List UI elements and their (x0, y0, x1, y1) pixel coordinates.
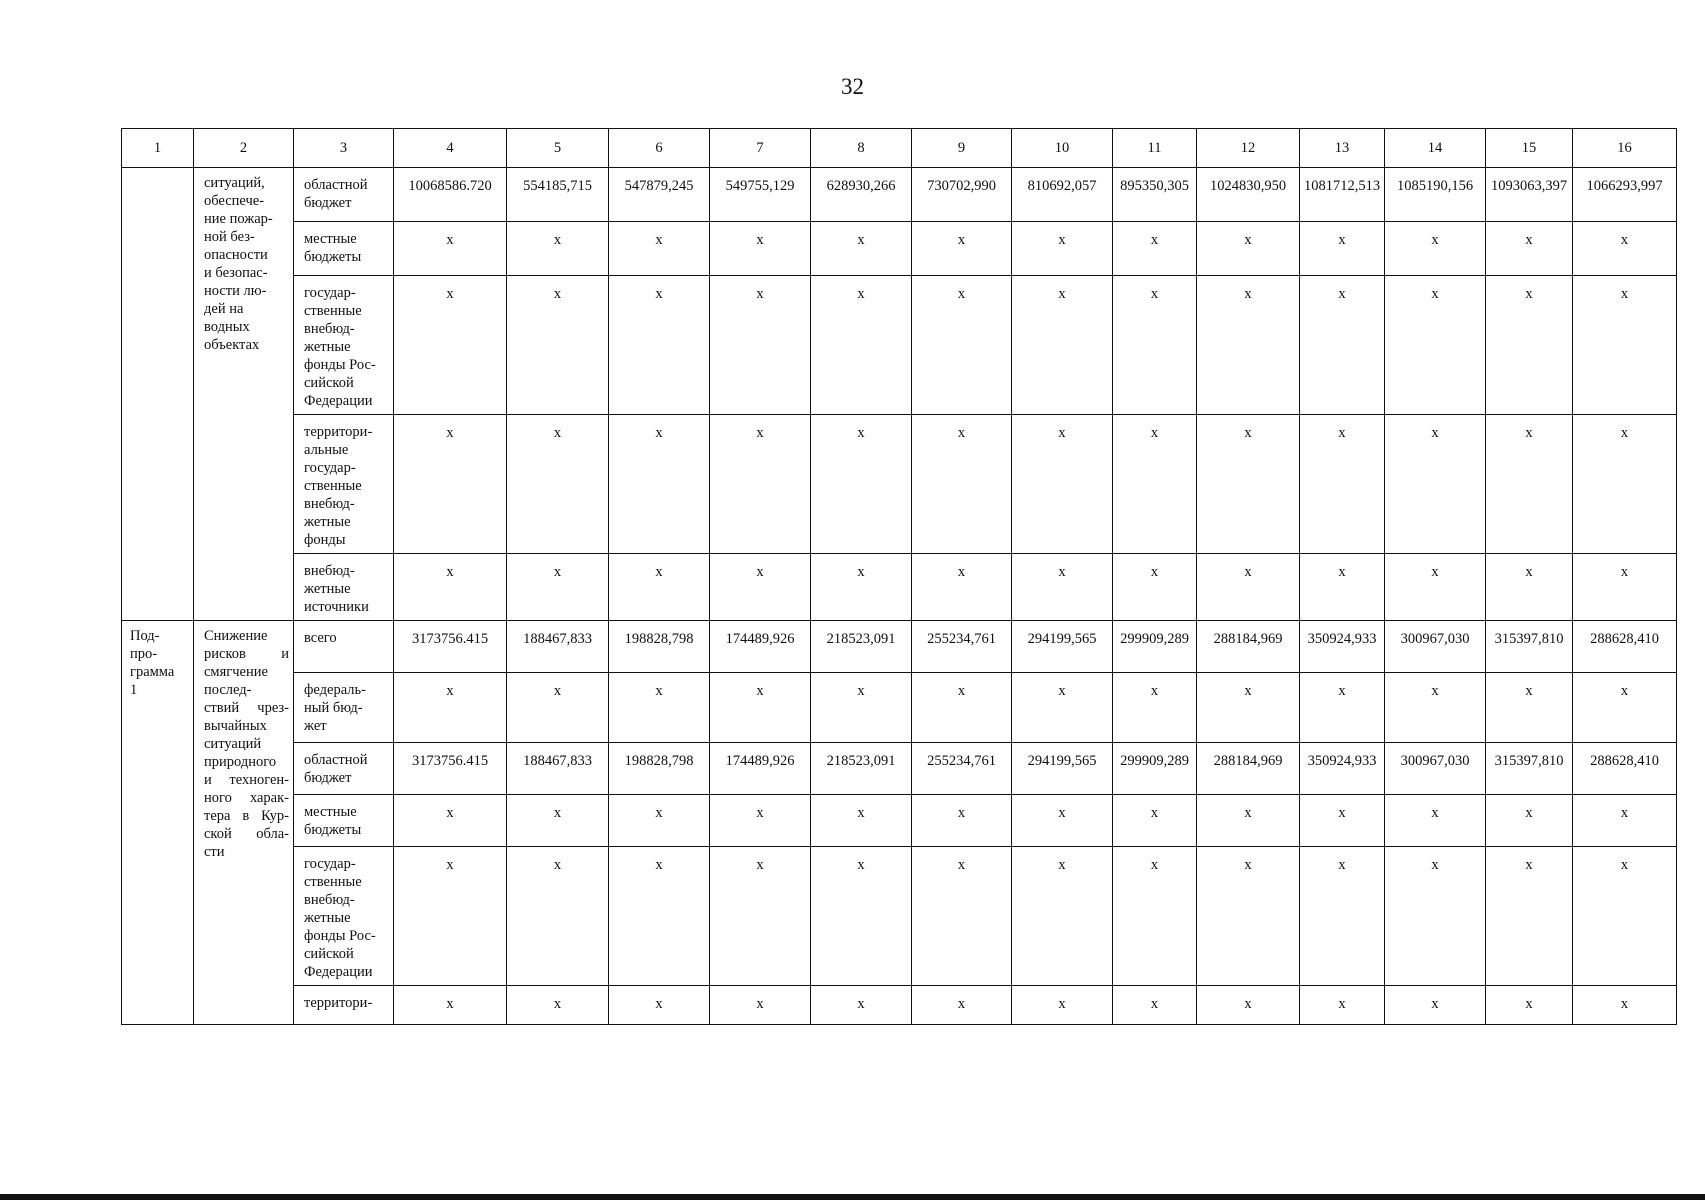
program-name-line: рисков и (204, 646, 289, 662)
column-header-13: 13 (1300, 129, 1385, 168)
program-name-line: Снижение (204, 628, 268, 644)
column-header-11: 11 (1113, 129, 1197, 168)
value-cell-col-14: x (1385, 986, 1486, 1025)
value-cell-col-4: x (394, 276, 507, 415)
table-row (122, 847, 1677, 986)
table-row (122, 276, 1677, 415)
table-row (122, 986, 1677, 1025)
program-name-line: ной без- (204, 229, 255, 245)
program-label-line: Под- (130, 628, 160, 644)
value-cell-col-9: 255234,761 (912, 621, 1012, 673)
program-name-line: сти (204, 844, 225, 860)
value-cell-col-7: x (710, 673, 811, 743)
value-cell-col-5: 188467,833 (507, 743, 609, 795)
value-cell-col-13: x (1300, 986, 1385, 1025)
value-cell-col-5: x (507, 415, 609, 554)
value-cell-col-16: x (1573, 276, 1677, 415)
program-name-line: и безопас- (204, 265, 268, 281)
value-cell-col-14: x (1385, 847, 1486, 986)
value-cell-col-15: x (1486, 554, 1573, 621)
funding-source-line: государ- (304, 856, 356, 872)
value-cell-col-14: x (1385, 673, 1486, 743)
value-cell-col-11: x (1113, 554, 1197, 621)
column-header-7: 7 (710, 129, 811, 168)
funding-source-line: внебюд- (304, 496, 355, 512)
value-cell-col-15: 315397,810 (1486, 743, 1573, 795)
value-cell-col-11: x (1113, 222, 1197, 276)
funding-source-line: фонды (304, 532, 346, 548)
value-cell-col-11: x (1113, 847, 1197, 986)
value-cell-col-13: x (1300, 415, 1385, 554)
program-name (204, 627, 289, 861)
value-cell-col-7: 174489,926 (710, 621, 811, 673)
funding-source-line: бюджет (304, 770, 352, 786)
value-cell-col-11: x (1113, 986, 1197, 1025)
value-cell-col-4: x (394, 415, 507, 554)
value-cell-col-5: 188467,833 (507, 621, 609, 673)
funding-source-line: территори- (304, 995, 373, 1011)
funding-source-cell (294, 743, 394, 795)
funding-source-line: фонды Рос- (304, 928, 376, 944)
funding-source-line: жетные (304, 581, 351, 597)
value-cell-col-4: x (394, 222, 507, 276)
table-row (122, 621, 1677, 673)
value-cell-col-10: x (1012, 554, 1113, 621)
value-cell-col-6: x (609, 415, 710, 554)
value-cell-col-8: x (811, 554, 912, 621)
value-cell-col-15: x (1486, 222, 1573, 276)
value-cell-col-7: x (710, 795, 811, 847)
program-name-line: опасности (204, 247, 268, 263)
value-cell-col-9: x (912, 415, 1012, 554)
column-header-14: 14 (1385, 129, 1486, 168)
value-cell-col-14: x (1385, 795, 1486, 847)
program-name-cell (194, 168, 294, 621)
value-cell-col-10: x (1012, 415, 1113, 554)
value-cell-col-14: 300967,030 (1385, 743, 1486, 795)
funding-source-line: всего (304, 630, 337, 646)
funding-source (304, 681, 389, 735)
value-cell-col-7: x (710, 276, 811, 415)
value-cell-col-11: 299909,289 (1113, 743, 1197, 795)
program-name-line: объектах (204, 337, 260, 353)
column-header-16: 16 (1573, 129, 1677, 168)
value-cell-col-16: x (1573, 847, 1677, 986)
funding-source-line: территори- (304, 424, 373, 440)
value-cell-col-9: x (912, 795, 1012, 847)
program-name-line: ситуаций (204, 736, 262, 752)
column-header-10: 10 (1012, 129, 1113, 168)
funding-source-line: ственные (304, 874, 362, 890)
funding-source-line: жетные (304, 339, 351, 355)
value-cell-col-10: 294199,565 (1012, 743, 1113, 795)
funding-source-line: местные (304, 231, 357, 247)
value-cell-col-5: x (507, 986, 609, 1025)
value-cell-col-9: x (912, 673, 1012, 743)
funding-source (304, 176, 389, 212)
column-header-6: 6 (609, 129, 710, 168)
value-cell-col-14: x (1385, 276, 1486, 415)
value-cell-col-6: 198828,798 (609, 743, 710, 795)
program-name-line: ности лю- (204, 283, 267, 299)
value-cell-col-10: 810692,057 (1012, 168, 1113, 222)
value-cell-col-5: x (507, 554, 609, 621)
value-cell-col-15: x (1486, 673, 1573, 743)
table-row (122, 743, 1677, 795)
table-row (122, 673, 1677, 743)
program-label-line: про- (130, 646, 158, 662)
value-cell-col-11: x (1113, 415, 1197, 554)
value-cell-col-4: x (394, 986, 507, 1025)
value-cell-col-12: x (1197, 554, 1300, 621)
funding-source-cell (294, 986, 394, 1025)
column-header-4: 4 (394, 129, 507, 168)
value-cell-col-5: x (507, 222, 609, 276)
funding-source (304, 629, 389, 647)
value-cell-col-11: x (1113, 276, 1197, 415)
value-cell-col-12: x (1197, 222, 1300, 276)
table-header (122, 129, 1677, 168)
header-row (122, 129, 1677, 168)
column-header-15: 15 (1486, 129, 1573, 168)
funding-source-line: бюджет (304, 195, 352, 211)
value-cell-col-10: 294199,565 (1012, 621, 1113, 673)
value-cell-col-6: x (609, 222, 710, 276)
program-name-line: ние пожар- (204, 211, 273, 227)
value-cell-col-11: x (1113, 795, 1197, 847)
funding-source-line: Федерации (304, 393, 373, 409)
program-name-line: тера в Кур- (204, 808, 289, 824)
funding-source-line: государ- (304, 285, 356, 301)
funding-source-line: источники (304, 599, 369, 615)
program-name-line: смягчение (204, 664, 268, 680)
value-cell-col-13: 350924,933 (1300, 621, 1385, 673)
value-cell-col-6: x (609, 847, 710, 986)
value-cell-col-12: 1024830,950 (1197, 168, 1300, 222)
program-name-line: ситуаций, (204, 175, 265, 191)
funding-source-line: альные (304, 442, 349, 458)
value-cell-col-11: 895350,305 (1113, 168, 1197, 222)
value-cell-col-12: x (1197, 673, 1300, 743)
value-cell-col-13: x (1300, 673, 1385, 743)
funding-source-line: сийской (304, 375, 354, 391)
value-cell-col-9: x (912, 222, 1012, 276)
table-row (122, 222, 1677, 276)
column-header-2: 2 (194, 129, 294, 168)
value-cell-col-9: 730702,990 (912, 168, 1012, 222)
value-cell-col-5: x (507, 847, 609, 986)
funding-source-line: внебюд- (304, 321, 355, 337)
value-cell-col-7: 174489,926 (710, 743, 811, 795)
value-cell-col-7: x (710, 554, 811, 621)
value-cell-col-16: 288628,410 (1573, 743, 1677, 795)
value-cell-col-11: x (1113, 673, 1197, 743)
funding-source-line: ственные (304, 478, 362, 494)
value-cell-col-9: 255234,761 (912, 743, 1012, 795)
value-cell-col-12: x (1197, 276, 1300, 415)
value-cell-col-16: 1066293,997 (1573, 168, 1677, 222)
table-row (122, 554, 1677, 621)
value-cell-col-15: x (1486, 415, 1573, 554)
funding-source (304, 423, 389, 549)
funding-source-line: областной (304, 752, 368, 768)
value-cell-col-10: x (1012, 673, 1113, 743)
value-cell-col-8: x (811, 276, 912, 415)
value-cell-col-14: 300967,030 (1385, 621, 1486, 673)
value-cell-col-8: x (811, 847, 912, 986)
funding-source (304, 855, 389, 981)
funding-source-cell (294, 795, 394, 847)
funding-source-cell (294, 276, 394, 415)
value-cell-col-8: 218523,091 (811, 743, 912, 795)
value-cell-col-9: x (912, 554, 1012, 621)
funding-source-line: ный бюд- (304, 700, 363, 716)
value-cell-col-6: x (609, 673, 710, 743)
value-cell-col-13: x (1300, 554, 1385, 621)
value-cell-col-6: x (609, 554, 710, 621)
value-cell-col-14: x (1385, 222, 1486, 276)
value-cell-col-8: x (811, 986, 912, 1025)
value-cell-col-10: x (1012, 276, 1113, 415)
funding-source-line: жетные (304, 514, 351, 530)
funding-source (304, 562, 389, 616)
value-cell-col-11: 299909,289 (1113, 621, 1197, 673)
value-cell-col-9: x (912, 276, 1012, 415)
value-cell-col-13: x (1300, 276, 1385, 415)
funding-source-line: государ- (304, 460, 356, 476)
table-row (122, 415, 1677, 554)
value-cell-col-4: x (394, 673, 507, 743)
funding-source-line: бюджеты (304, 249, 362, 265)
column-header-3: 3 (294, 129, 394, 168)
program-name-line: обеспече- (204, 193, 265, 209)
value-cell-col-4: x (394, 795, 507, 847)
value-cell-col-5: 554185,715 (507, 168, 609, 222)
value-cell-col-15: x (1486, 986, 1573, 1025)
value-cell-col-15: 315397,810 (1486, 621, 1573, 673)
funding-source-line: жет (304, 718, 327, 734)
value-cell-col-6: x (609, 986, 710, 1025)
program-name-line: послед- (204, 682, 252, 698)
value-cell-col-4: x (394, 847, 507, 986)
value-cell-col-5: x (507, 276, 609, 415)
funding-source-line: сийской (304, 946, 354, 962)
value-cell-col-14: x (1385, 554, 1486, 621)
value-cell-col-9: x (912, 847, 1012, 986)
value-cell-col-10: x (1012, 847, 1113, 986)
program-name-line: водных (204, 319, 250, 335)
value-cell-col-4: 3173756.415 (394, 621, 507, 673)
value-cell-col-12: x (1197, 795, 1300, 847)
program-name-line: вычайных (204, 718, 267, 734)
value-cell-col-15: x (1486, 847, 1573, 986)
value-cell-col-16: x (1573, 554, 1677, 621)
funding-source-line: внебюд- (304, 892, 355, 908)
value-cell-col-7: x (710, 847, 811, 986)
value-cell-col-12: x (1197, 986, 1300, 1025)
value-cell-col-13: 350924,933 (1300, 743, 1385, 795)
program-label-line: грамма (130, 664, 175, 680)
value-cell-col-6: x (609, 795, 710, 847)
program-cell (122, 621, 194, 1025)
value-cell-col-10: x (1012, 986, 1113, 1025)
program-name (204, 174, 289, 354)
value-cell-col-6: 198828,798 (609, 621, 710, 673)
column-header-8: 8 (811, 129, 912, 168)
program-label (130, 627, 189, 699)
funding-source (304, 803, 389, 839)
value-cell-col-7: x (710, 222, 811, 276)
value-cell-col-9: x (912, 986, 1012, 1025)
funding-source-cell (294, 415, 394, 554)
funding-source (304, 284, 389, 410)
value-cell-col-6: x (609, 276, 710, 415)
funding-source-cell (294, 554, 394, 621)
funding-source-cell (294, 222, 394, 276)
value-cell-col-16: x (1573, 673, 1677, 743)
value-cell-col-4: 3173756.415 (394, 743, 507, 795)
value-cell-col-15: x (1486, 795, 1573, 847)
value-cell-col-10: x (1012, 795, 1113, 847)
value-cell-col-5: x (507, 795, 609, 847)
funding-source-cell (294, 621, 394, 673)
value-cell-col-8: 218523,091 (811, 621, 912, 673)
value-cell-col-7: x (710, 415, 811, 554)
value-cell-col-16: x (1573, 795, 1677, 847)
value-cell-col-7: x (710, 986, 811, 1025)
value-cell-col-16: 288628,410 (1573, 621, 1677, 673)
value-cell-col-14: x (1385, 415, 1486, 554)
value-cell-col-8: x (811, 795, 912, 847)
value-cell-col-13: x (1300, 847, 1385, 986)
funding-source-line: жетные (304, 910, 351, 926)
funding-source-line: бюджеты (304, 822, 362, 838)
table-body (122, 168, 1677, 1025)
funding-source-cell (294, 847, 394, 986)
funding-source (304, 751, 389, 787)
funding-source-cell (294, 673, 394, 743)
table-row (122, 795, 1677, 847)
value-cell-col-4: 10068586.720 (394, 168, 507, 222)
funding-source-line: фонды Рос- (304, 357, 376, 373)
value-cell-col-12: 288184,969 (1197, 743, 1300, 795)
funding-source-line: ственные (304, 303, 362, 319)
program-name-cell (194, 621, 294, 1025)
value-cell-col-16: x (1573, 415, 1677, 554)
program-label-line: 1 (130, 682, 138, 698)
value-cell-col-16: x (1573, 986, 1677, 1025)
value-cell-col-13: 1081712,513 (1300, 168, 1385, 222)
program-name-line: ствий чрез- (204, 700, 289, 716)
value-cell-col-15: 1093063,397 (1486, 168, 1573, 222)
value-cell-col-6: 547879,245 (609, 168, 710, 222)
program-name-line: и техноген- (204, 772, 289, 788)
bottom-border (0, 1194, 1705, 1200)
program-name-line: ской обла- (204, 826, 289, 842)
value-cell-col-8: x (811, 222, 912, 276)
value-cell-col-13: x (1300, 795, 1385, 847)
value-cell-col-8: 628930,266 (811, 168, 912, 222)
value-cell-col-8: x (811, 673, 912, 743)
column-header-12: 12 (1197, 129, 1300, 168)
funding-source-cell (294, 168, 394, 222)
value-cell-col-12: x (1197, 847, 1300, 986)
program-name-line: ного харак- (204, 790, 289, 806)
value-cell-col-10: x (1012, 222, 1113, 276)
funding-source-line: внебюд- (304, 563, 355, 579)
funding-source (304, 230, 389, 266)
value-cell-col-5: x (507, 673, 609, 743)
value-cell-col-15: x (1486, 276, 1573, 415)
program-name-line: природного (204, 754, 277, 770)
column-header-9: 9 (912, 129, 1012, 168)
column-header-1: 1 (122, 129, 194, 168)
funding-source (304, 994, 389, 1012)
value-cell-col-4: x (394, 554, 507, 621)
funding-source-line: Федерации (304, 964, 373, 980)
value-cell-col-12: x (1197, 415, 1300, 554)
value-cell-col-16: x (1573, 222, 1677, 276)
funding-source-line: федераль- (304, 682, 366, 698)
value-cell-col-14: 1085190,156 (1385, 168, 1486, 222)
funding-source-line: местные (304, 804, 357, 820)
table-row (122, 168, 1677, 222)
value-cell-col-12: 288184,969 (1197, 621, 1300, 673)
value-cell-col-13: x (1300, 222, 1385, 276)
program-cell (122, 168, 194, 621)
column-header-5: 5 (507, 129, 609, 168)
budget-table (121, 128, 1677, 1025)
page-number: 32 (841, 74, 864, 99)
value-cell-col-8: x (811, 415, 912, 554)
value-cell-col-7: 549755,129 (710, 168, 811, 222)
program-name-line: дей на (204, 301, 244, 317)
funding-source-line: областной (304, 177, 368, 193)
